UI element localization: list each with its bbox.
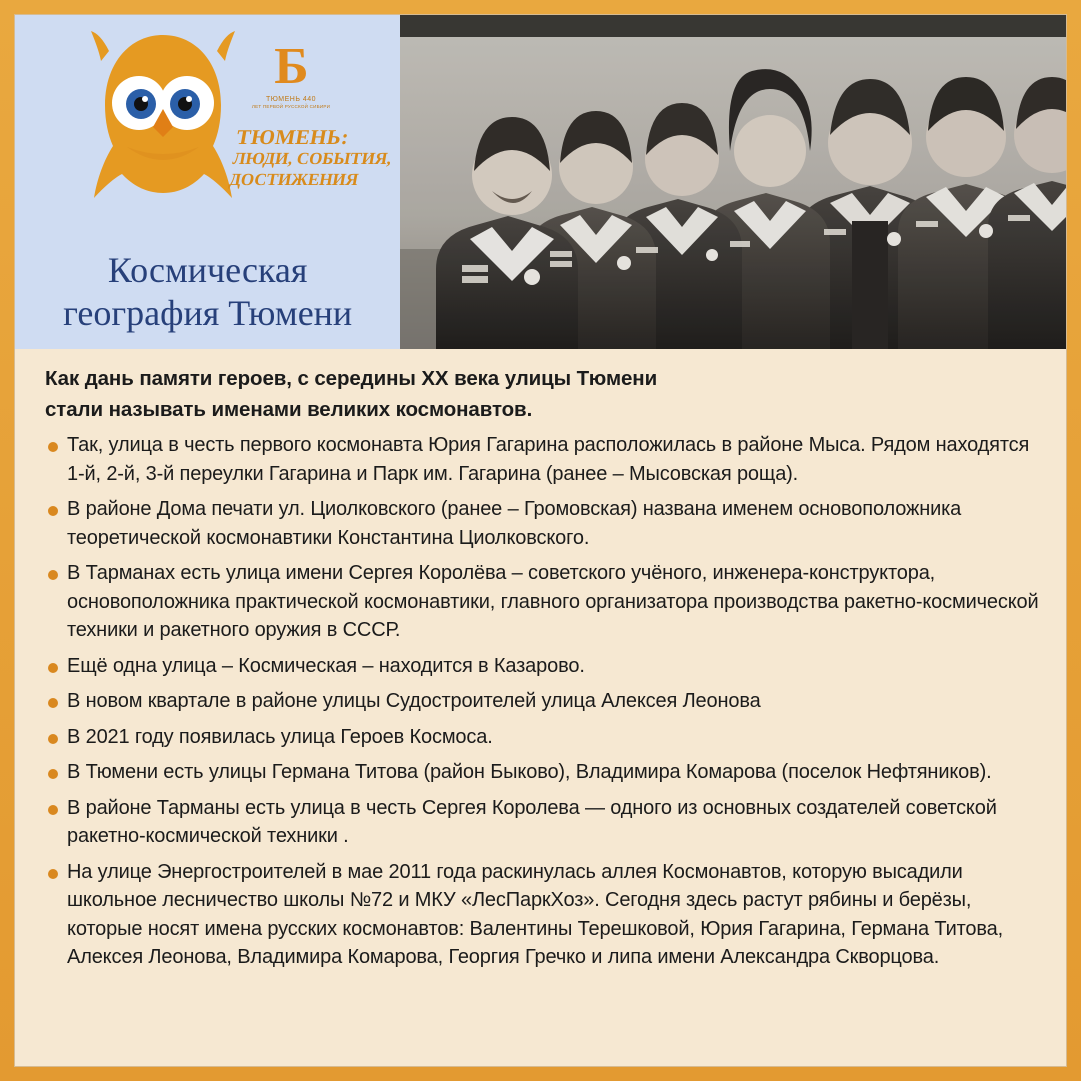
list-item-text: На улице Энергостроителей в мае 2011 года раскинулась аллея Космонавтов, которую высадили школьное лесничество школы №72 и МКУ «ЛесПаркХоз». Сегодня здесь растут рябины и берёзы, которые носят имена русских космонавтов: Валентины Терешковой, Юрия Гагарина, Германа Титова, Алексея Леонова, Владимира Комарова, Георгия Гречко и липа имени Александра Скворцова. — [67, 860, 1003, 968]
bullet-icon — [48, 805, 58, 815]
list-item-text: Ещё одна улица – Космическая – находится в Казарово. — [67, 654, 585, 677]
brand-slogan — [227, 127, 400, 190]
brand-panel — [15, 15, 400, 349]
bullet-icon — [48, 442, 58, 452]
lead-line-1: Как дань памяти героев, с середины XX века улицы Тюмени — [45, 367, 658, 390]
poster-header — [15, 15, 1066, 349]
bullet-icon — [48, 506, 58, 516]
bullet-icon — [48, 663, 58, 673]
bullet-icon — [48, 869, 58, 879]
lead-line-2: стали называть именами великих космонавтов. — [45, 398, 533, 421]
list-item-text: В Тюмени есть улицы Германа Титова (район Быково), Владимира Комарова (поселок Нефтяников). — [67, 761, 992, 783]
list-item — [45, 431, 1040, 488]
owl-icon — [83, 27, 243, 222]
logo-subtitle-small: ЛЕТ ПЕРВОЙ РУССКОЙ СИБИРИ — [251, 104, 331, 109]
list-item — [45, 495, 1040, 552]
list-item-text: В районе Тарманы есть улица в честь Сергея Королева — одного из основных создателей советской ракетно-космической техники . — [67, 796, 997, 847]
list-item — [45, 687, 1040, 716]
list-item — [45, 723, 1040, 752]
list-item — [45, 559, 1040, 645]
slogan-line-2: ЛЮДИ, СОБЫТИЯ, — [231, 149, 394, 168]
slogan-line-1: ТЮМЕНЬ: — [234, 125, 352, 149]
list-item-text: В 2021 году появилась улица Героев Космоса. — [67, 725, 493, 748]
bullet-icon — [48, 734, 58, 744]
logo-letter: Б — [274, 38, 308, 95]
list-item-text: В районе Дома печати ул. Циолковского (ранее – Громовская) названа именем основоположника теоретической космонавтики Константина Циолковского. — [67, 498, 962, 549]
anniversary-logo — [243, 39, 339, 109]
bullet-icon — [48, 570, 58, 580]
list-item — [45, 758, 1040, 787]
logo-subtitle: ТЮМЕНЬ 440 — [265, 96, 317, 103]
page-title-line-1: Космическая — [107, 250, 308, 290]
logo-area — [25, 23, 394, 233]
article-body — [15, 349, 1066, 972]
slogan-line-3: ДОСТИЖЕНИЯ — [227, 170, 360, 189]
lead-paragraph — [45, 363, 1040, 425]
header-photo — [400, 15, 1066, 349]
poster-inner — [14, 14, 1067, 1067]
list-item-text: В Тарманах есть улица имени Сергея Королёва – советского учёного, инженера-конструктора, основоположника практической космонавтики, главного организатора производства ракетно-космической техники и ракетного оружия в СССР. — [67, 562, 1039, 641]
page-title — [15, 249, 400, 335]
list-item — [45, 858, 1040, 972]
bullet-icon — [48, 769, 58, 779]
list-item-text: В новом квартале в районе улицы Судостроителей улица Алексея Леонова — [67, 690, 761, 712]
page-title-line-2: география Тюмени — [63, 293, 353, 333]
list-item-text: Так, улица в честь первого космонавта Юрия Гагарина расположилась в районе Мыса. Рядом находятся 1-й, 2-й, 3-й переулки Гагарина и Парк им. Гагарина (ранее – Мысовская роща). — [67, 434, 1030, 485]
list-item — [45, 652, 1040, 681]
list-item — [45, 794, 1040, 851]
bullet-icon — [48, 698, 58, 708]
